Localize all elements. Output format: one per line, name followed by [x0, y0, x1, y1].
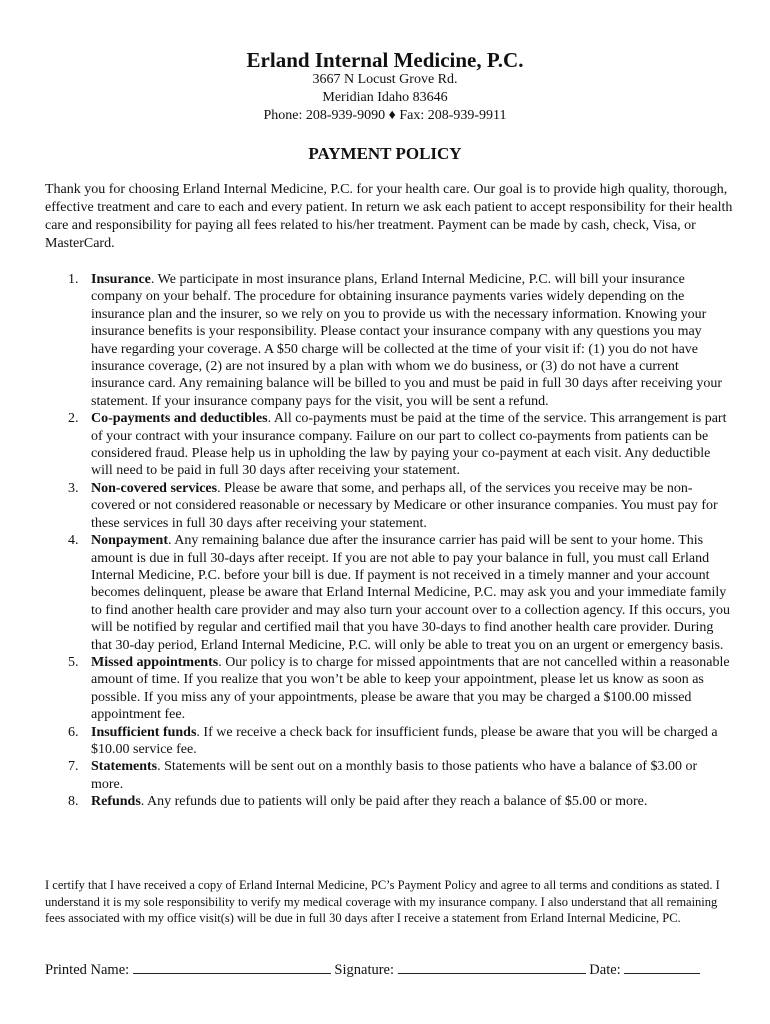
policy-item-statements — [45, 758, 730, 793]
item-number: 6. — [68, 724, 79, 740]
address-line-1: 3667 N Locust Grove Rd. — [312, 72, 458, 87]
signature-label: Signature: — [334, 962, 395, 978]
item-title: Missed appointments — [91, 654, 219, 670]
page-title: PAYMENT POLICY — [308, 144, 462, 163]
item-text: . Any refunds due to patients will only be paid after they reach a balance of $5.00 or more. — [140, 794, 648, 810]
item-text: . Our policy is to charge for missed appointments that are not cancelled within a reasonable amount of time. If you realize that you won’t be able to keep your appointment, please let us know as soon as possible. If you miss any of your appointments, please be aware that you may be charged a $100.00 missed appointment fee. — [91, 654, 730, 723]
intro-paragraph: Thank you for choosing Erland Internal Medicine, P.C. for your health care. Our goal is to provide high quality, thorough, effective treatment and care to each and every patient. In return we ask each patient to accept responsibility for their health care and responsibility for paying all fees related to his/her treatment. Payment can be made by cash, check, Visa, or MasterCard. — [45, 182, 733, 251]
item-text: . All co-payments must be paid at the time of the service. This arrangement is part of your contract with your insurance company. Failure on our part to collect co-payments from patients can be considered fraud. Please help us in upholding the law by paying your co-payment at each visit. Any deductible will need to be paid in full 30 days after receiving your statement. — [91, 411, 727, 479]
date-field[interactable] — [624, 959, 700, 974]
item-title: Non-covered services — [91, 480, 218, 496]
policy-item-missed-appointments — [45, 654, 730, 724]
item-title: Insufficient funds — [91, 724, 197, 740]
phone-fax-line: Phone: 208-939-9090 ♦ Fax: 208-939-9911 — [263, 108, 507, 123]
policy-item-copayments — [45, 410, 730, 480]
item-number: 7. — [68, 759, 79, 775]
signature-line — [45, 959, 745, 980]
item-number: 2. — [68, 411, 79, 427]
signature-field[interactable] — [398, 959, 586, 974]
item-text: . Please be aware that some, and perhaps all, of the services you receive may be non-covered or not considered reasonable or necessary by Medicare or other insurance companies. You must pay for these services in full 30 days after receiving your statement. — [91, 480, 718, 531]
item-text: . If we receive a check back for insufficient funds, please be aware that you will be charged a $10.00 service fee. — [91, 724, 718, 757]
certification-paragraph: I certify that I have received a copy of Erland Internal Medicine, PC’s Payment Policy and agree to all terms and conditions as stated. I understand it is my sole responsibility to verify my medical coverage with my insurance company. I also understand that all remaining fees associated with my office visit(s) will be due in full 30 days after I receive a statement from Erland Internal Medicine, PC. — [45, 878, 720, 926]
item-number: 4. — [68, 533, 79, 549]
item-title: Co-payments and deductibles — [91, 411, 268, 427]
policy-item-refunds — [45, 793, 730, 810]
policy-item-non-covered — [45, 480, 730, 532]
item-number: 8. — [68, 794, 79, 810]
printed-name-label: Printed Name: — [45, 962, 130, 978]
item-text: . Statements will be sent out on a monthly basis to those patients who have a balance of $3.00 or more. — [91, 759, 698, 792]
item-text: . Any remaining balance due after the insurance carrier has paid will be sent to your home. This amount is due in full 30-days after receipt. If you are not able to pay your balance in full, you must call Erland Internal Medicine, P.C. before your bill is due. If payment is not received in a timely manner and your account becomes delinquent, please be aware that Erland Internal Medicine, P.C. may ask you and your immediate family to find another health care provider and may also turn your account over to a collection agency. If this occurs, you will be notified by regular and certified mail that you have 30-days to find another health care provider. During that 30-day period, Erland Internal Medicine, P.C. will only be able to treat you on an urgent or emergency basis. — [91, 533, 730, 653]
item-text: . We participate in most insurance plans, Erland Internal Medicine, P.C. will bill your insurance company on your behalf. The procedure for obtaining insurance payments varies widely depending on the insurance plan and the insurer, so we rely on you to provide us with the necessary information. Knowing your insurance benefits is your responsibility. Please contact your insurance company with any questions you may have regarding your coverage. A $50 charge will be collected at the time of your visit if: (1) you do not have insurance coverage, (2) are not insured by a plan with whom we do business, or (3) do not have a current insurance card. Any remaining balance will be billed to you and must be paid in full 30 days after receiving your statement. If your insurance company pays for the visit, you will be sent a refund. — [91, 272, 722, 409]
item-title: Nonpayment — [91, 533, 169, 549]
policy-item-insurance — [45, 271, 730, 410]
policy-item-insufficient-funds — [45, 724, 730, 759]
date-label: Date: — [589, 962, 621, 978]
clinic-name: Erland Internal Medicine, P.C. — [246, 48, 524, 72]
item-title: Insurance — [91, 272, 151, 287]
item-number: 3. — [68, 480, 79, 496]
item-number: 5. — [68, 654, 79, 670]
policy-list — [45, 271, 730, 811]
item-title: Statements — [91, 759, 158, 775]
policy-item-nonpayment — [45, 532, 730, 654]
printed-name-field[interactable] — [133, 959, 331, 974]
item-number: 1. — [68, 272, 79, 287]
address-line-2: Meridian Idaho 83646 — [322, 90, 448, 105]
item-title: Refunds — [91, 794, 141, 810]
